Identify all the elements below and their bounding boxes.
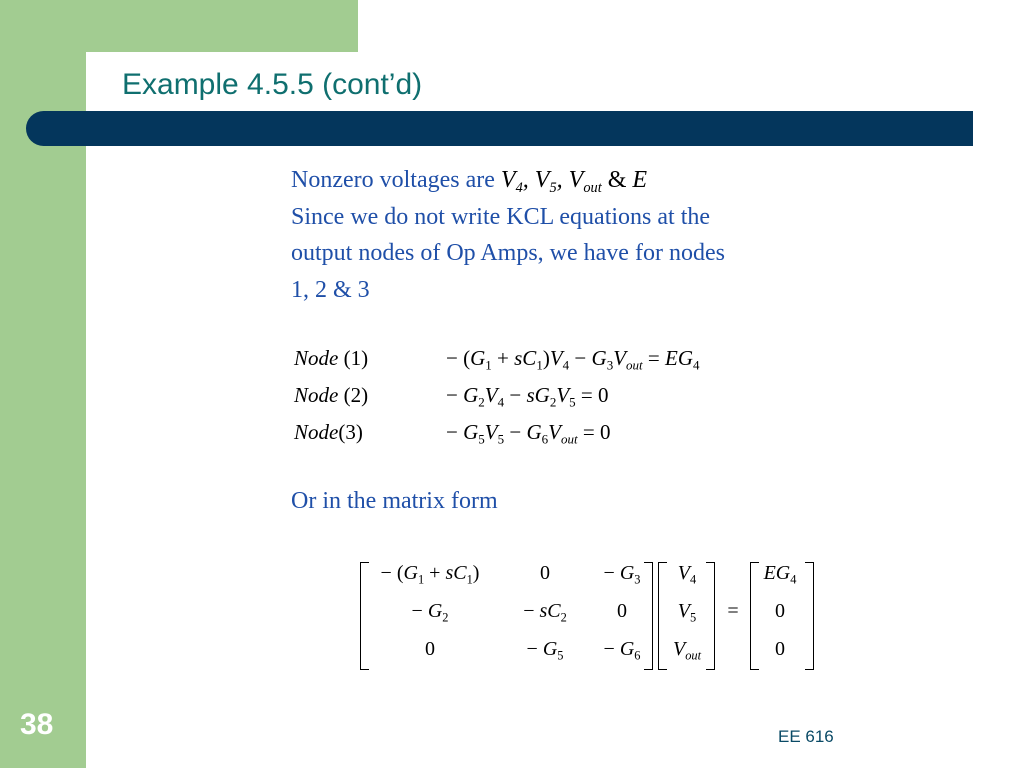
matrix-cell: − $G_3$ xyxy=(603,562,641,587)
rhs-cell: 0 xyxy=(775,638,785,660)
intro-line-1-vars: $V_4$, $V_5$, $V_{out}$ & E xyxy=(500,167,648,197)
left-bracket xyxy=(658,562,667,670)
equation-expression: − $G_5V_5 - G_6V_{out} = 0$ xyxy=(446,420,611,447)
matrix-intro: Or in the matrix form xyxy=(291,488,498,514)
matrix-cell: − $G_2$ xyxy=(411,600,449,625)
left-bracket xyxy=(360,562,369,670)
equation-expression: − $G_2V_4 - sG_2V_5 = 0$ xyxy=(446,383,609,410)
matrix-cell: − $G_6$ xyxy=(603,638,641,663)
matrix-cell: 0 xyxy=(617,600,627,622)
right-bracket xyxy=(644,562,653,670)
left-bracket xyxy=(750,562,759,670)
equation-label: Node (1) xyxy=(294,346,369,370)
intro-line-1 xyxy=(291,162,891,199)
title-divider-bar xyxy=(26,111,973,146)
equation-expression: − $(G_1 + sC_1)V_4 - G_3V_{out} = EG_4$ xyxy=(446,346,700,373)
rhs-cell: 0 xyxy=(775,600,785,622)
equals-sign: = xyxy=(727,600,739,622)
vector-cell: $V_{out}$ xyxy=(672,638,702,663)
matrix-equation xyxy=(360,562,840,670)
slide-number: 38 xyxy=(20,708,54,741)
matrix-cell: − $(G_1 + sC_1)$ xyxy=(380,562,480,587)
top-band xyxy=(0,0,358,52)
equation-label: Node (2) xyxy=(294,383,369,407)
vector-cell: $V_5$ xyxy=(677,600,697,625)
slide-title: Example 4.5.5 (cont’d) xyxy=(122,68,423,101)
matrix-cell: − $G_5$ xyxy=(526,638,564,663)
intro-line-2: Since we do not write KCL equations at the xyxy=(291,203,711,230)
vector-cell: $V_4$ xyxy=(677,562,697,587)
right-bracket xyxy=(706,562,715,670)
intro-line-1-text: Nonzero voltages are xyxy=(291,167,495,193)
footer-course-label: EE 616 xyxy=(778,727,834,746)
intro-line-3: output nodes of Op Amps, we have for nodes xyxy=(291,240,725,266)
matrix-cell: 0 xyxy=(540,562,550,584)
intro-line-4: 1, 2 & 3 xyxy=(291,276,370,303)
matrix-cell: − $sC_2$ xyxy=(523,600,567,625)
rhs-cell: $EG_4$ xyxy=(763,562,797,587)
right-bracket xyxy=(805,562,814,670)
equation-label: Node(3) xyxy=(294,420,363,444)
matrix-cell: 0 xyxy=(425,638,435,660)
intro-text xyxy=(291,162,891,308)
